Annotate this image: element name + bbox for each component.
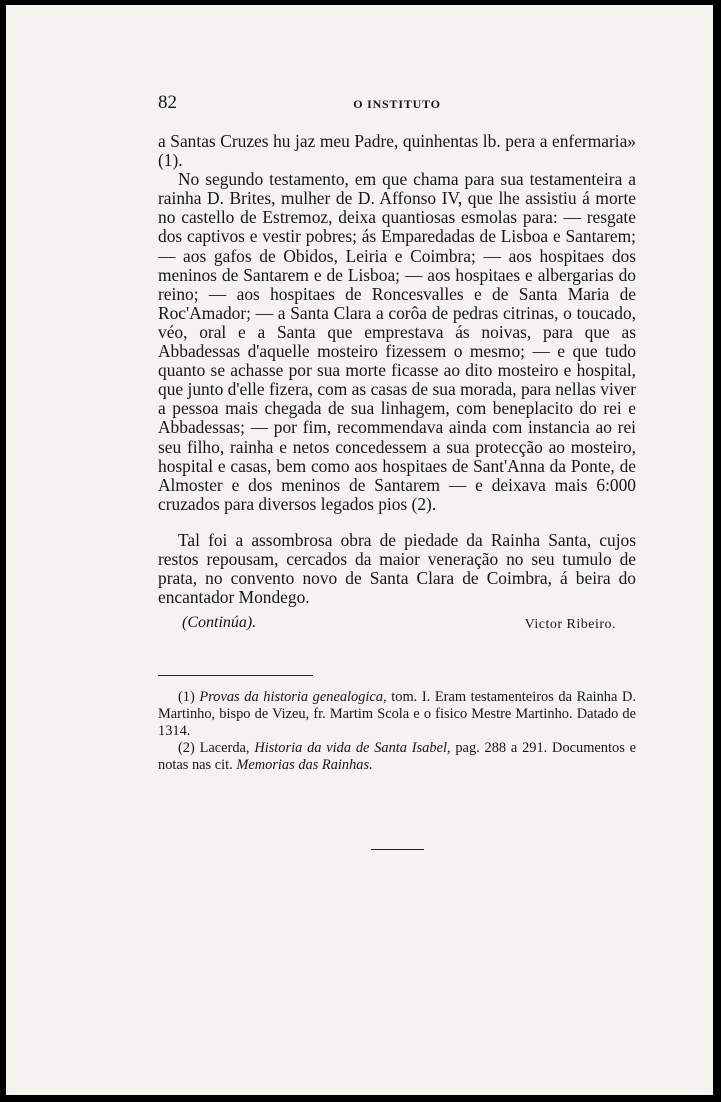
footnote-2: [158, 740, 636, 774]
running-title: O INSTITUTO: [353, 97, 441, 111]
page-header: [158, 92, 636, 112]
footnote-2-title: Historia da vida de Santa Isabel,: [254, 739, 451, 756]
main-text: [158, 132, 636, 634]
footnote-1-text: tom. I. Eram testamenteiros da Rainha D. Martinho, bispo de Vizeu, fr. Martim Scola e o fisico Mestre Martinho. Datado de 1314.: [158, 689, 636, 739]
footnote-divider: [158, 675, 313, 676]
book-page: [6, 5, 713, 1095]
footnote-2-text: pag. 288 a 291. Documentos e notas nas cit.: [158, 739, 636, 773]
end-ornament-rule: [371, 849, 424, 850]
signature-line: [158, 610, 636, 634]
paragraph-conclusion: Tal foi a assombrosa obra de piedade da Rainha Santa, cujos restos repousam, cercados da maior veneração no seu tumulo de prata, no convento novo de Santa Clara de Coimbra, á beira do encantador Mondego.: [158, 529, 636, 608]
footnote-1: [158, 689, 636, 740]
footnote-2-title2: Memorias das Rainhas.: [236, 756, 373, 773]
page-number: 82: [158, 92, 177, 113]
footnote-1-mark: (1): [178, 689, 195, 705]
footnotes: [158, 689, 636, 774]
paragraph-second-testament: No segundo testamento, em que chama para sua testamenteira a rainha D. Brites, mulher de D. Affonso IV, que lhe assistiu á morte no castello de Estremoz, deixa quantiosas esmolas para: — resgate dos captivos e vestir pobres; ás Emparedadas de Lisboa e Santarem; — aos gafos de Obidos, Leiria e Coimbra; — aos hospitaes dos meninos de Santarem e de Lisboa; — aos hospitaes e albergarias do reino; — aos hospitaes de Roncesvalles e de Santa Maria de Roc'Amador; — a Santa Clara a corôa de pedras citrinas, o toucado, véo, oral e a Santa que emprestava ás noivas, para que as Abbadessas d'aquelle mosteiro fizessem o mesmo; — e que tudo quanto se achasse por sua morte ficasse ao dito mosteiro e hospital, que junto d'elle fizera, com as casas de sua morada, para nellas viver a pessoa mais chegada de sua linhagem, com beneplacito do rei e Abbadessas; — por fim, recommendava ainda com instancia ao rei seu filho, rainha e netos concedessem a sua protecção ao mosteiro, hospital e casas, bem como aos hospitaes de Sant'Anna da Ponte, de Almoster e dos meninos de Santarem — e deixava mais 6:000 cruzados para diversos legados pios (2).: [158, 169, 636, 514]
footnote-1-title: Provas da historia genealogica,: [199, 689, 387, 705]
footnote-2-mark: (2): [178, 739, 195, 756]
author-signature: Victor Ribeiro.: [524, 617, 616, 633]
continua-note: (Continúa).: [182, 614, 257, 632]
paragraph-continuation: a Santas Cruzes hu jaz meu Padre, quinhentas lb. pera a enfermaria» (1).: [158, 131, 636, 171]
footnote-2-author: Lacerda,: [199, 739, 250, 756]
